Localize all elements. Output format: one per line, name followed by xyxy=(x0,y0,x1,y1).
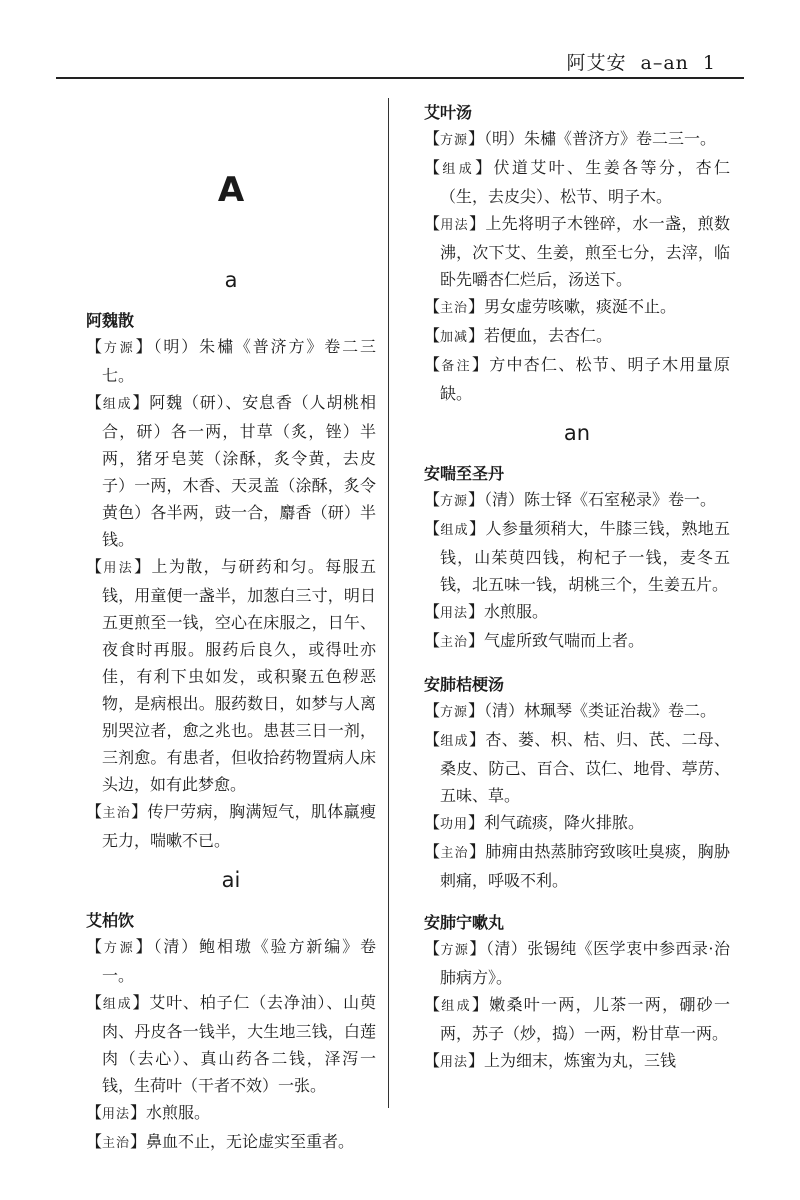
field-source: 【方源】（清）林珮琴《类证治裁》卷二。 xyxy=(424,701,717,720)
section-letter: A xyxy=(217,170,245,210)
field-source: 【方源】（清）陈士铎《石室秘录》卷一。 xyxy=(424,490,717,509)
field-composition: 【组成】艾叶、柏子仁（去净油）、山萸肉、丹皮各一钱半，大生地三钱，白莲肉（去心）、真山药各二钱，泽泻一钱，生荷叶（干者不效）一张。 xyxy=(86,993,376,1095)
field-usage: 【用法】水煎服。 xyxy=(424,602,549,621)
entry-title: 安肺桔梗汤 xyxy=(424,675,505,694)
page-number: 1 xyxy=(702,52,716,74)
entry-awei-san xyxy=(86,308,376,854)
entry-aibai-yin xyxy=(86,908,376,1157)
field-indication: 【主治】传尸劳病，胸满短气，肌体羸瘦无力，喘嗽不已。 xyxy=(86,802,376,850)
pinyin-heading-an: an xyxy=(563,421,591,445)
running-head-range: a–an xyxy=(640,52,689,74)
field-source: 【方源】（明）朱橚《普济方》卷二三七。 xyxy=(86,337,376,385)
field-composition: 【组成】杏、蒌、枳、桔、归、芪、二母、桑皮、防己、百合、苡仁、地骨、葶苈、五味、草。 xyxy=(424,730,730,805)
field-usage: 【用法】水煎服。 xyxy=(86,1103,211,1122)
field-note: 【备注】方中杏仁、松节、明子木用量原缺。 xyxy=(424,355,730,403)
field-source: 【方源】（清）鲍相璈《验方新编》卷一。 xyxy=(86,937,376,985)
field-composition: 【组成】阿魏（研）、安息香（人胡桃相合，研）各一两，甘草（炙，锉）半两，猪牙皂荚（涂酥，炙令黄，去皮子）一两，木香、天灵盖（涂酥，炙令黄色）各半两，豉一合，麝香（研）半钱。 xyxy=(86,393,376,549)
entry-title: 安喘至圣丹 xyxy=(424,464,505,483)
field-modification: 【加减】若便血，去杏仁。 xyxy=(424,326,613,345)
header-rule xyxy=(56,77,744,79)
field-indication: 【主治】鼻血不止，无论虚实至重者。 xyxy=(86,1132,355,1151)
running-head-title: 阿艾安 xyxy=(566,52,627,74)
entry-anfei-jiegeng-tang xyxy=(424,672,730,894)
field-composition: 【组成】嫩桑叶一两，儿茶一两，硼砂一两，苏子（炒，捣）一两，粉甘草一两。 xyxy=(424,995,730,1043)
pinyin-heading-ai: ai xyxy=(221,868,241,892)
entry-aiye-tang xyxy=(424,100,730,407)
column-divider xyxy=(388,98,389,1108)
field-usage: 【用法】上先将明子木锉碎，水一盏，煎数沸，次下艾、生姜，煎至七分，去滓，临卧先嚼杏仁烂后，汤送下。 xyxy=(424,214,730,289)
right-column xyxy=(424,100,730,1088)
field-composition: 【组成】人参量须稍大，牛膝三钱，熟地五钱，山茱萸四钱，枸杞子一钱，麦冬五钱，北五味一钱，胡桃三个，生姜五片。 xyxy=(424,519,730,594)
field-indication: 【主治】肺痈由热蒸肺窍致咳吐臭痰，胸胁刺痛，呼吸不利。 xyxy=(424,842,730,890)
field-source: 【方源】（清）张锡纯《医学衷中参西录·治肺病方》。 xyxy=(424,939,730,987)
entry-title: 艾叶汤 xyxy=(424,103,473,122)
field-usage: 【用法】上为散，与研药和匀。每服五钱，用童便一盏半，加葱白三寸，明日五更煎至一钱，空心在床服之，日午、夜食时再服。服药后良久，或得吐亦佳，有利下虫如发，或积聚五色秽恶物，是病根出。服药数日，如梦与人离别哭泣者，愈之兆也。患甚三日一剂，三剂愈。有患者，但收拾药物置病人床头边，如有此梦愈。 xyxy=(86,557,376,794)
field-indication: 【主治】气虚所致气喘而上者。 xyxy=(424,631,645,650)
left-column xyxy=(86,100,376,1169)
entry-title: 艾柏饮 xyxy=(86,911,135,930)
entry-anfei-ningsou-wan xyxy=(424,910,730,1076)
field-usage: 【用法】上为细末，炼蜜为丸，三钱 xyxy=(424,1051,677,1070)
entry-title: 安肺宁嗽丸 xyxy=(424,913,505,932)
running-head xyxy=(552,48,716,75)
field-source: 【方源】（明）朱橚《普济方》卷二三一。 xyxy=(424,129,717,148)
field-composition: 【组成】伏道艾叶、生姜各等分，杏仁（生，去皮尖）、松节、明子木。 xyxy=(424,158,730,206)
field-function: 【功用】利气疏痰，降火排脓。 xyxy=(424,813,645,832)
page-header xyxy=(0,48,800,78)
entry-anchuan-zhisheng-dan xyxy=(424,461,730,656)
pinyin-heading-a: a xyxy=(224,268,238,292)
field-indication: 【主治】男女虚劳咳嗽，痰涎不止。 xyxy=(424,297,677,316)
entry-title: 阿魏散 xyxy=(86,311,135,330)
